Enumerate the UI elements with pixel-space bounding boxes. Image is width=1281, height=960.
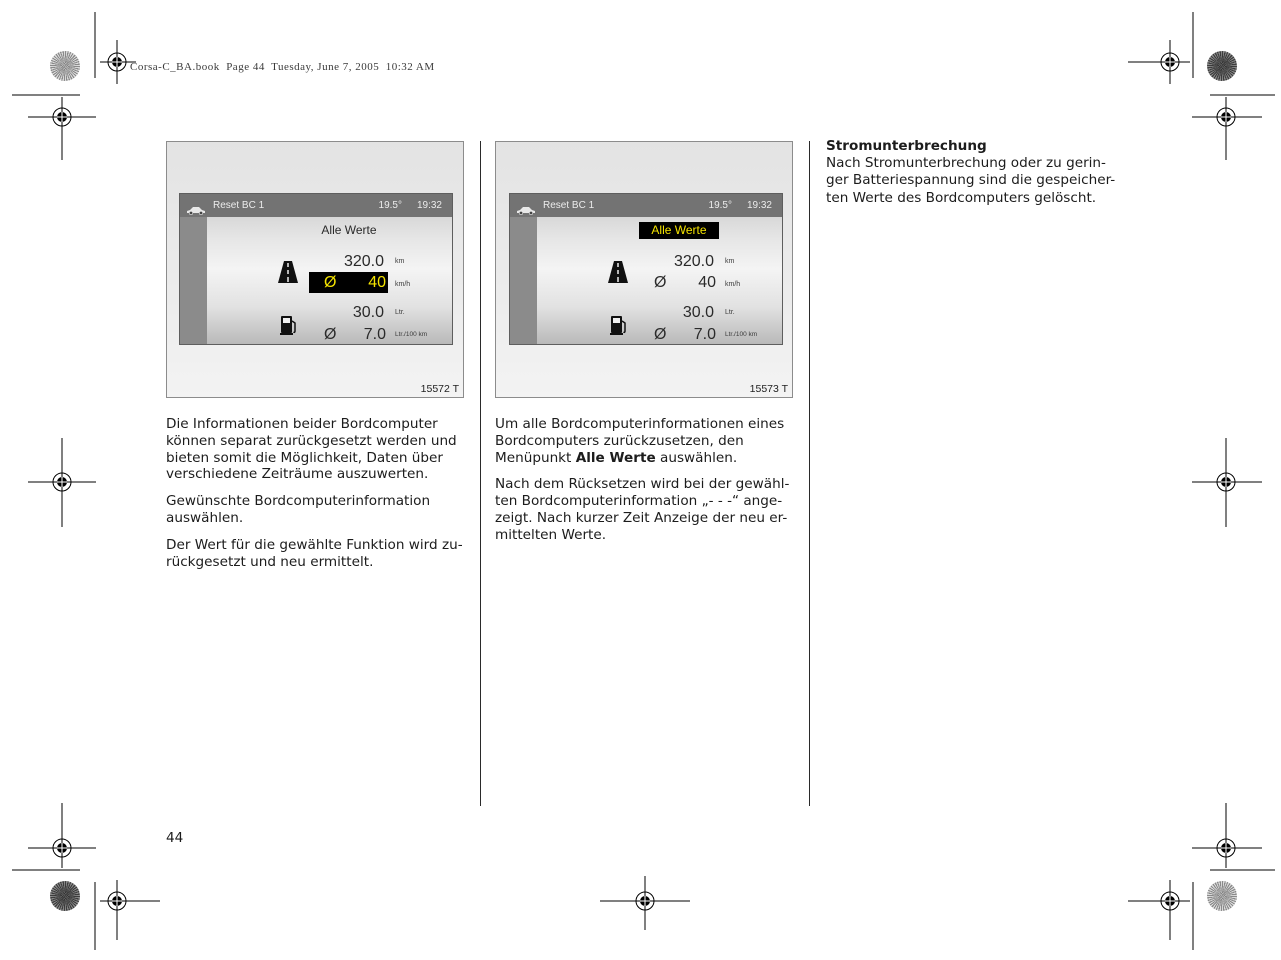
display-side-strip — [180, 217, 207, 345]
text-line: können separat zurückgesetzt werden und — [166, 432, 457, 449]
print-slug: Corsa-C_BA.book Page 44 Tuesday, June 7, 2005 10:32 AM — [130, 61, 435, 73]
car-icon — [516, 201, 536, 211]
color-registration-icon — [50, 881, 80, 911]
registration-target-icon — [1217, 108, 1235, 126]
text-line: rückgesetzt und neu ermittelt. — [166, 553, 374, 570]
fuel-unit: Ltr. — [395, 309, 405, 316]
fuel-pump-icon — [280, 314, 298, 335]
registration-target-icon — [53, 473, 71, 491]
average-consumption-value: 7.0 — [693, 326, 716, 343]
text-run: Menüpunkt — [495, 449, 576, 466]
fuel-pump-icon — [610, 314, 628, 335]
fuel-used-value: 30.0 — [682, 304, 714, 321]
color-registration-icon — [1207, 881, 1237, 911]
section-heading: Stromunterbrechung — [826, 138, 987, 154]
average-symbol: Ø — [324, 274, 337, 291]
road-icon — [608, 261, 628, 283]
outside-temperature: 19.5° — [708, 200, 732, 211]
average-speed-unit: km/h — [395, 281, 411, 288]
left-column — [166, 416, 463, 580]
text-line: auswählen. — [166, 509, 244, 526]
text-line: verschiedene Zeiträume auszuwerten. — [166, 466, 429, 483]
fuel-used-value: 30.0 — [352, 304, 384, 321]
text-line: Bordcomputers zurückzusetzen, den — [495, 432, 744, 449]
registration-target-icon — [1217, 473, 1235, 491]
display-title: Reset BC 1 — [543, 200, 595, 211]
registration-target-icon — [1161, 892, 1179, 910]
text-run: auswählen. — [655, 449, 738, 466]
text-line: Nach Stromunterbrechung oder zu gerin- — [826, 155, 1106, 172]
average-speed-unit: km/h — [725, 281, 741, 288]
text-line: ten Bordcomputerinformation „- - -“ ange- — [495, 493, 783, 510]
figure-display-reset — [166, 141, 464, 398]
average-consumption-unit: Ltr./100 km — [725, 331, 758, 338]
average-speed-value: 40 — [368, 274, 386, 291]
registration-target-icon — [636, 892, 654, 910]
figure-number: 15572 T — [420, 383, 459, 395]
distance-value: 320.0 — [673, 253, 714, 270]
average-speed-row — [309, 272, 388, 293]
text-line: Um alle Bordcomputerinformationen eines — [495, 416, 785, 432]
clock-time: 19:32 — [416, 200, 442, 211]
text-line: ger Batteriespannung sind die gespeicher- — [826, 172, 1116, 189]
middle-column — [495, 416, 789, 554]
text-line — [495, 450, 789, 467]
average-speed-value: 40 — [698, 274, 716, 291]
text-line: bieten somit die Möglichkeit, Daten über — [166, 449, 443, 466]
fuel-unit: Ltr. — [725, 309, 735, 316]
average-speed-row — [639, 272, 718, 293]
road-icon — [278, 261, 298, 283]
average-consumption-value: 7.0 — [363, 326, 386, 343]
paragraph — [166, 537, 463, 571]
registration-target-icon — [1217, 839, 1235, 857]
registration-target-icon — [53, 839, 71, 857]
distance-unit: km — [395, 258, 405, 265]
display-status-bar — [510, 194, 782, 217]
display-title: Reset BC 1 — [213, 200, 265, 211]
average-symbol: Ø — [324, 326, 337, 343]
figure-number: 15573 T — [749, 383, 788, 395]
text-line: mittelten Werte. — [495, 526, 607, 543]
menu-item-alle-werte: Alle Werte — [321, 223, 377, 237]
right-column — [826, 138, 1115, 217]
average-consumption-row — [309, 324, 388, 345]
text-line: Der Wert für die gewählte Funktion wird zu- — [166, 536, 463, 553]
registration-target-icon — [108, 892, 126, 910]
clock-time: 19:32 — [746, 200, 772, 211]
info-display — [509, 193, 783, 345]
registration-target-icon — [53, 108, 71, 126]
page-number: 44 — [166, 830, 184, 846]
column-divider — [809, 141, 810, 806]
color-registration-icon — [1207, 51, 1237, 81]
menu-item-alle-werte: Alle Werte — [639, 222, 719, 239]
color-registration-icon — [50, 51, 80, 81]
info-display — [179, 193, 453, 345]
menu-item-reference: Alle Werte — [575, 449, 656, 466]
registration-target-icon — [108, 53, 126, 71]
display-status-bar — [180, 194, 452, 217]
display-side-strip — [510, 217, 537, 345]
figure-display-reset-all — [495, 141, 793, 398]
text-line: Gewünschte Bordcomputerinformation — [166, 493, 431, 510]
paragraph — [826, 155, 1115, 207]
paragraph — [495, 416, 789, 466]
text-line: ten Werte des Bordcomputers gelöscht. — [826, 189, 1097, 206]
paragraph — [166, 493, 463, 527]
text-line: Die Informationen beider Bordcomputer — [166, 416, 438, 432]
paragraph — [495, 476, 789, 543]
outside-temperature: 19.5° — [378, 200, 402, 211]
average-symbol: Ø — [654, 326, 667, 343]
distance-value: 320.0 — [343, 253, 384, 270]
text-line: zeigt. Nach kurzer Zeit Anzeige der neu er- — [495, 509, 788, 526]
text-line: Nach dem Rücksetzen wird bei der gewähl- — [495, 476, 790, 493]
average-consumption-row — [639, 324, 718, 345]
distance-unit: km — [725, 258, 735, 265]
paragraph — [166, 416, 463, 483]
average-symbol: Ø — [654, 274, 667, 291]
average-consumption-unit: Ltr./100 km — [395, 331, 428, 338]
column-divider — [480, 141, 481, 806]
car-icon — [186, 201, 206, 211]
registration-target-icon — [1161, 53, 1179, 71]
